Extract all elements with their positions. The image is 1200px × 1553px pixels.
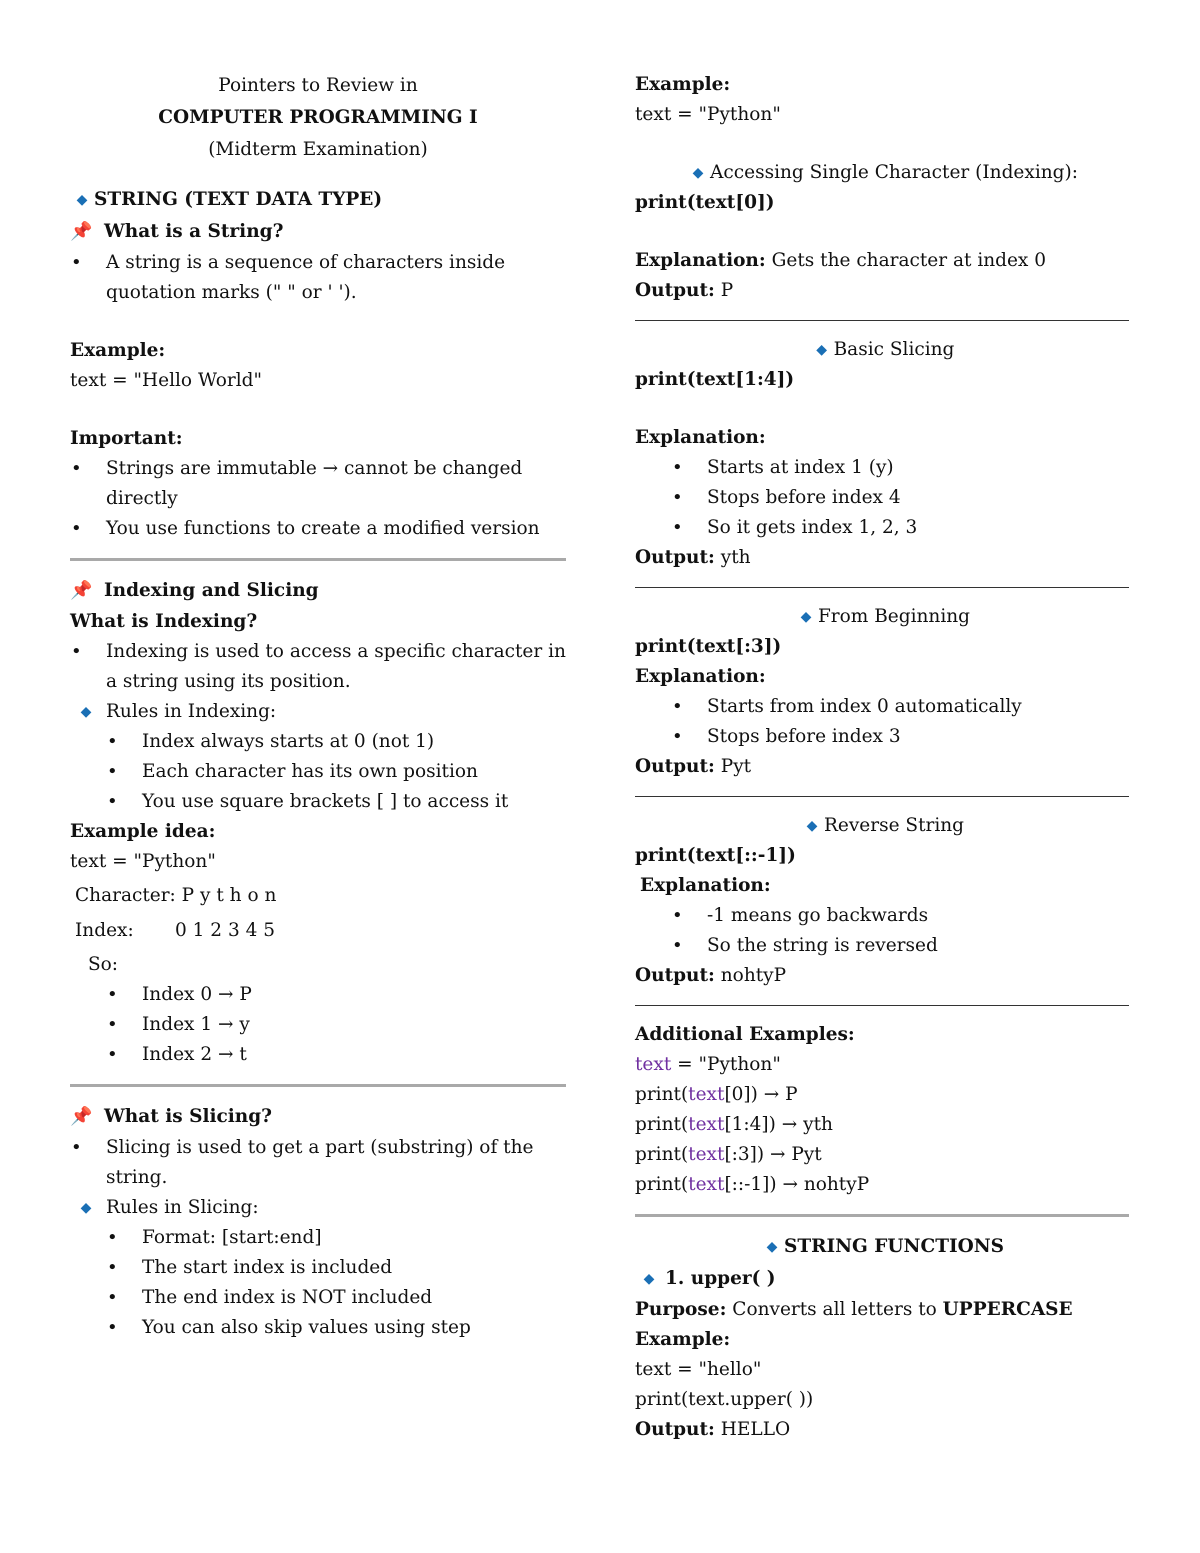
reverse-item: • So the string is reversed	[635, 931, 1129, 961]
example-code: text = "Python"	[635, 104, 781, 125]
diamond-icon: ◆	[80, 704, 92, 720]
reverse-output: Output: nohtyP	[635, 965, 787, 986]
single-char-code: print(text[0])	[635, 192, 775, 213]
right-column	[635, 70, 1129, 1445]
upper-example-code: text = "hello"	[635, 1359, 762, 1380]
important-item-1: • Strings are immutable → cannot be changed	[70, 454, 566, 484]
section-divider	[635, 320, 1129, 321]
reverse-code: print(text[::-1])	[635, 845, 796, 866]
slicing-definition: • Slicing is used to get a part (substring) of the	[70, 1133, 566, 1163]
section-divider	[635, 1005, 1129, 1006]
section-divider	[635, 796, 1129, 797]
example-label: Example:	[635, 74, 731, 95]
left-column	[70, 70, 566, 1343]
purpose-line: Purpose: Converts all letters to UPPERCASE	[635, 1299, 1073, 1320]
additional-example-assign: text = "Python"	[635, 1054, 781, 1075]
pushpin-icon: 📌	[70, 580, 93, 601]
character-row: Character: P y t h o n	[75, 885, 277, 906]
title-line-1: Pointers to Review in	[218, 75, 418, 96]
what-is-string-heading: 📌 What is a String?	[70, 216, 566, 248]
section-divider	[635, 1214, 1129, 1217]
diamond-icon: ◆	[816, 342, 827, 358]
important-item-2: • You use functions to create a modified version	[70, 514, 566, 544]
diamond-icon: ◆	[76, 192, 88, 208]
explanation-label: Explanation:	[635, 666, 766, 687]
diamond-icon: ◆	[643, 1271, 655, 1287]
single-char-heading: ◆ Accessing Single Character (Indexing):	[635, 158, 1129, 188]
index-row: Index: 0 1 2 3 4 5	[75, 920, 276, 941]
diamond-icon: ◆	[766, 1239, 778, 1255]
additional-example-line: print(text[::-1]) → nohtyP	[635, 1174, 870, 1195]
so-item: • Index 2 → t	[70, 1040, 566, 1070]
what-is-slicing-heading: 📌 What is Slicing?	[70, 1101, 566, 1133]
indexing-slicing-heading: 📌 Indexing and Slicing	[70, 575, 566, 607]
rules-slicing-item: • The end index is NOT included	[70, 1283, 566, 1313]
slicing-definition-cont: string.	[106, 1167, 168, 1188]
pushpin-icon: 📌	[70, 1106, 93, 1127]
from-beginning-item: • Stops before index 3	[635, 722, 1129, 752]
pushpin-icon: 📌	[70, 221, 93, 242]
basic-slicing-code: print(text[1:4])	[635, 369, 795, 390]
basic-slicing-item: • Stops before index 4	[635, 483, 1129, 513]
section-divider	[635, 587, 1129, 588]
indexing-definition: • Indexing is used to access a specific character in	[70, 637, 566, 667]
single-char-output: Output: P	[635, 280, 734, 301]
string-heading: ◆ STRING (TEXT DATA TYPE)	[70, 184, 566, 216]
title-line-3: (Midterm Examination)	[208, 139, 428, 160]
diamond-icon: ◆	[806, 818, 818, 834]
important-label: Important:	[70, 428, 183, 449]
section-divider	[70, 1084, 566, 1087]
indexing-definition-cont: a string using its position.	[106, 671, 351, 692]
basic-slicing-heading: ◆ Basic Slicing	[635, 335, 1129, 365]
example-idea-label: Example idea:	[70, 821, 216, 842]
diamond-icon: ◆	[800, 609, 812, 625]
additional-example-line: print(text[1:4]) → yth	[635, 1114, 833, 1135]
example-code: text = "Hello World"	[70, 370, 262, 391]
example-label: Example:	[70, 340, 166, 361]
so-label: So:	[88, 954, 119, 975]
reverse-item: • -1 means go backwards	[635, 901, 1129, 931]
explanation-label: Explanation:	[640, 875, 771, 896]
from-beginning-output: Output: Pyt	[635, 756, 752, 777]
so-item: • Index 1 → y	[70, 1010, 566, 1040]
example-idea-code: text = "Python"	[70, 851, 216, 872]
rules-indexing-item: • You use square brackets [ ] to access it	[70, 787, 566, 817]
string-definition: • A string is a sequence of characters inside	[70, 248, 566, 278]
string-definition-cont: quotation marks (" " or ' ').	[106, 282, 357, 303]
upper-example-label: Example:	[635, 1329, 731, 1350]
additional-example-line: print(text[:3]) → Pyt	[635, 1144, 822, 1165]
important-item-1-cont: directly	[106, 488, 178, 509]
rules-slicing-item: • You can also skip values using step	[70, 1313, 566, 1343]
additional-example-line: print(text[0]) → P	[635, 1084, 798, 1105]
rules-slicing-item: • Format: [start:end]	[70, 1223, 566, 1253]
from-beginning-heading: ◆ From Beginning	[635, 602, 1129, 632]
section-divider	[70, 558, 566, 561]
basic-slicing-item: • Starts at index 1 (y)	[635, 453, 1129, 483]
what-is-indexing: What is Indexing?	[70, 611, 258, 632]
upper-output: Output: HELLO	[635, 1419, 791, 1440]
single-char-explanation: Explanation: Gets the character at index 0	[635, 250, 1047, 271]
explanation-label: Explanation:	[635, 427, 766, 448]
diamond-icon: ◆	[692, 165, 704, 181]
additional-examples-label: Additional Examples:	[635, 1024, 855, 1045]
diamond-icon: ◆	[80, 1200, 92, 1216]
string-functions-heading: ◆ STRING FUNCTIONS	[635, 1231, 1129, 1263]
rules-slicing-heading: ◆ Rules in Slicing:	[70, 1193, 566, 1223]
so-item: • Index 0 → P	[70, 980, 566, 1010]
title-line-2: COMPUTER PROGRAMMING I	[158, 107, 478, 128]
rules-indexing-item: • Index always starts at 0 (not 1)	[70, 727, 566, 757]
rules-indexing-heading: ◆ Rules in Indexing:	[70, 697, 566, 727]
upper-heading: ◆ 1. upper( )	[635, 1263, 1129, 1295]
rules-slicing-item: • The start index is included	[70, 1253, 566, 1283]
reverse-heading: ◆ Reverse String	[635, 811, 1129, 841]
basic-slicing-output: Output: yth	[635, 547, 751, 568]
from-beginning-code: print(text[:3])	[635, 636, 782, 657]
from-beginning-item: • Starts from index 0 automatically	[635, 692, 1129, 722]
upper-print: print(text.upper( ))	[635, 1389, 814, 1410]
rules-indexing-item: • Each character has its own position	[70, 757, 566, 787]
basic-slicing-item: • So it gets index 1, 2, 3	[635, 513, 1129, 543]
